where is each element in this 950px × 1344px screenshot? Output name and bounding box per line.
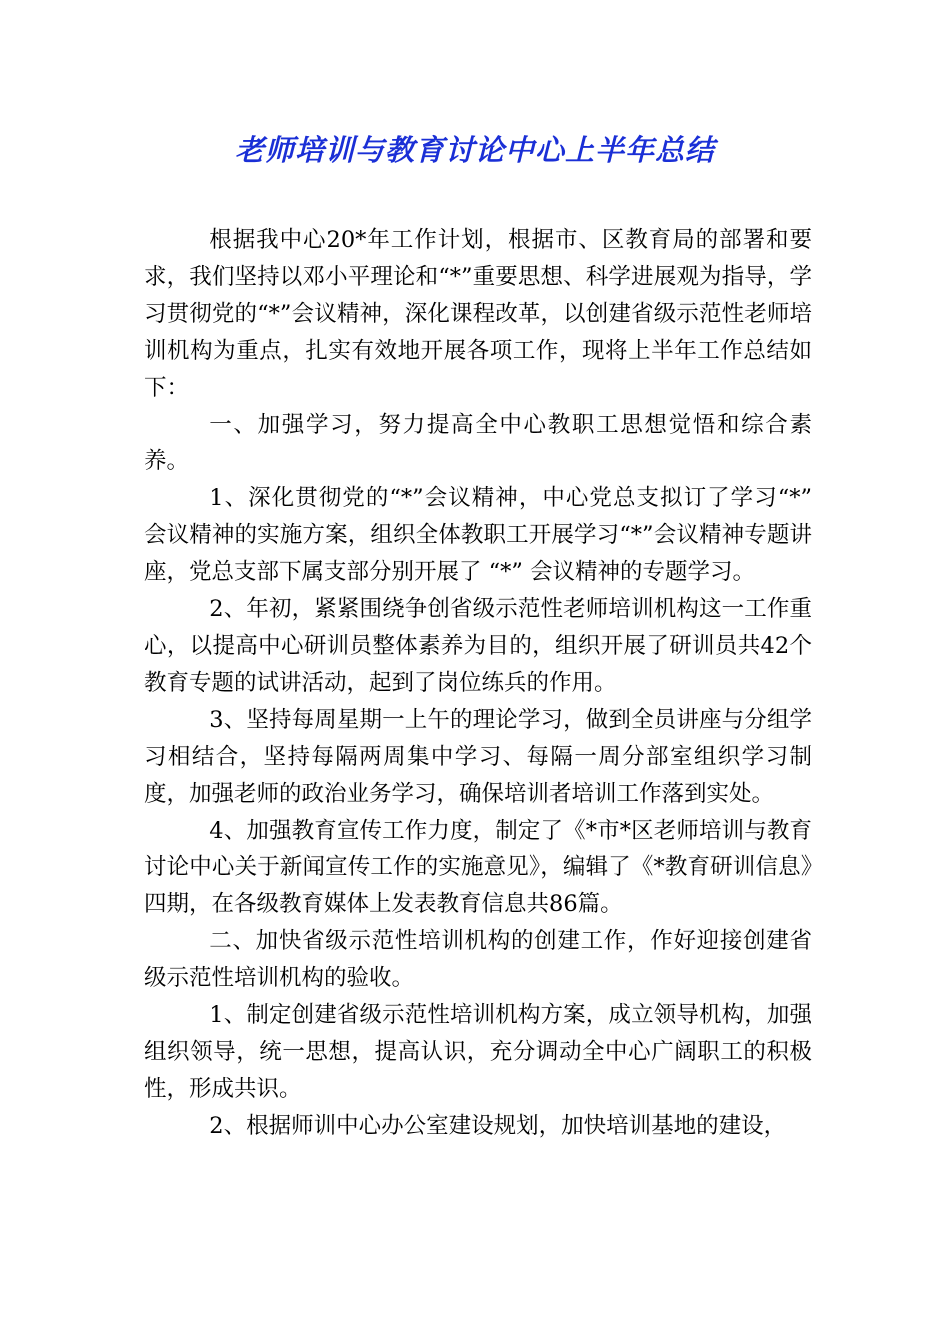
document-body xyxy=(144,222,812,1145)
paragraph-section-2-heading: 二、加快省级示范性培训机构的创建工作，作好迎接创建省级示范性培训机构的验收。 xyxy=(144,928,812,992)
document-title: 老师培训与教育讨论中心上半年总结 xyxy=(234,133,715,167)
paragraph-section-1-heading: 一、加强学习，努力提高全中心教职工思想觉悟和综合素养。 xyxy=(144,411,812,475)
paragraph-1-2: 2、年初，紧紧围绕争创省级示范性老师培训机构这一工作重心，以提高中心研训员整体素养为目的，组织开展了研训员共42个教育专题的试讲活动，起到了岗位练兵的作用。 xyxy=(144,596,812,696)
paragraph-2-1: 1、制定创建省级示范性培训机构方案，成立领导机构，加强组织领导，统一思想，提高认识，充分调动全中心广阔职工的积极性，形成共识。 xyxy=(144,1002,812,1102)
paragraph-intro: 根据我中心20*年工作计划，根据市、区教育局的部署和要求，我们坚持以邓小平理论和“*”重要思想、科学进展观为指导，学习贯彻党的“*”会议精神，深化课程改革，以创建省级示范性老师培训机构为重点，扎实有效地开展各项工作，现将上半年工作总结如下： xyxy=(144,227,812,401)
paragraph-1-3: 3、坚持每周星期一上午的理论学习，做到全员讲座与分组学习相结合，坚持每隔两周集中学习、每隔一周分部室组织学习制度，加强老师的政治业务学习，确保培训者培训工作落到实处。 xyxy=(144,706,812,807)
paragraph-1-4: 4、加强教育宣传工作力度，制定了《*市*区老师培训与教育讨论中心关于新闻宣传工作的实施意见》，编辑了《*教育研训信息》四期，在各级教育媒体上发表教育信息共86篇。 xyxy=(144,817,812,918)
paragraph-1-1: 1、深化贯彻党的“*”会议精神，中心党总支拟订了学习“*” 会议精神的实施方案，组织全体教职工开展学习“*”会议精神专题讲座，党总支部下属支部分别开展了 “*” 会议精神的专题学习。 xyxy=(144,485,812,586)
paragraph-2-2: 2、根据师训中心办公室建设规划，加快培训基地的建设， xyxy=(209,1112,787,1139)
